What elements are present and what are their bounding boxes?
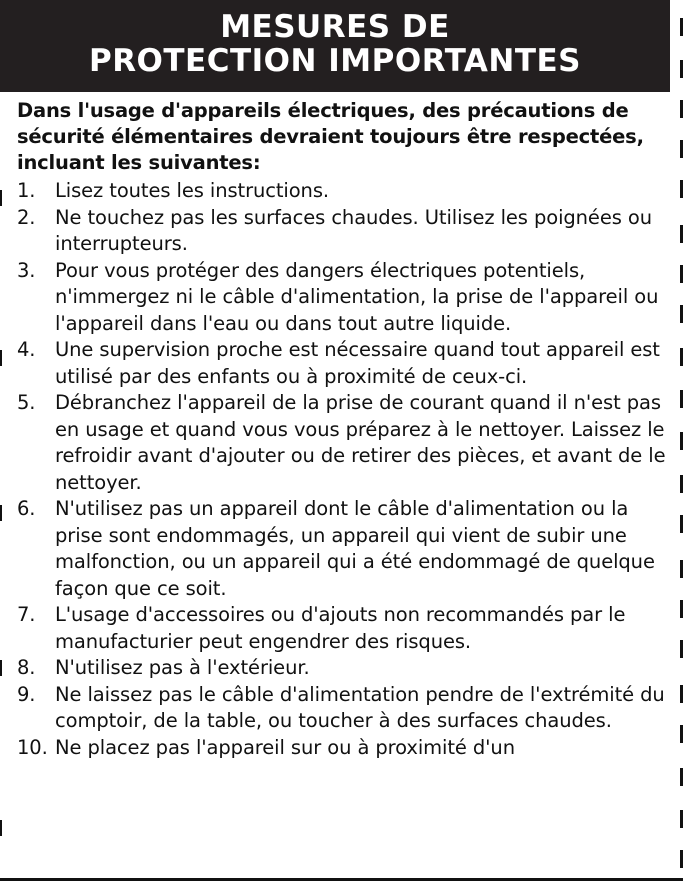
item-number: 8. [17,656,36,679]
item-text: L'usage d'accessoires ou d'ajouts non recommandés par le manufacturier peut engendrer des risques. [55,603,626,653]
right-margin-marks [677,0,683,881]
item-text: Ne laissez pas le câble d'alimentation pendre de l'extrémité du comptoir, de la table, ou toucher à des surfaces chaudes. [55,682,665,732]
list-item [17,735,667,762]
item-number: 7. [17,603,36,626]
list-item [17,337,667,390]
list-item [17,682,667,735]
header-title-line-1: MESURES DE [220,9,450,45]
item-number: 6. [17,497,36,520]
item-number: 10. [17,735,48,759]
left-margin-marks [0,0,4,881]
item-text: Ne placez pas l'appareil sur ou à proximité d'un [55,735,515,759]
list-item [17,655,667,682]
list-item [17,205,667,258]
list-item [17,258,667,338]
item-text: Pour vous protéger des dangers électriques potentiels, n'immergez ni le câble d'alimentation, la prise de l'appareil ou l'appareil dans l'eau ou dans tout autre liquide. [55,258,659,335]
list-item [17,496,667,602]
item-number: 5. [17,391,36,414]
item-text: Lisez toutes les instructions. [55,179,329,202]
item-text: Débranchez l'appareil de la prise de courant quand il n'est pas en usage et quand vous vous préparez à le nettoyer. Laissez le refroidir avant d'ajouter ou de retirer des pièces, et avant de le nettoyer. [55,391,666,494]
item-number: 2. [17,205,36,229]
item-text: Une supervision proche est nécessaire quand tout appareil est utilisé par des enfants ou à proximité de ceux-ci. [55,338,660,388]
safety-instructions [17,98,667,761]
item-number: 9. [17,682,36,706]
item-number: 3. [17,258,36,282]
item-text: N'utilisez pas un appareil dont le câble d'alimentation ou la prise sont endommagés, un appareil qui vient de subir une malfonction, ou un appareil qui a été endommagé de quelque façon que ce soit. [55,497,655,600]
list-item [17,390,667,496]
item-number: 1. [17,179,36,202]
item-text: Ne touchez pas les surfaces chaudes. Utilisez les poignées ou interrupteurs. [55,205,652,255]
list-item [17,602,667,655]
item-text: N'utilisez pas à l'extérieur. [55,656,310,679]
header-title-line-2: PROTECTION IMPORTANTES [88,43,582,79]
intro-paragraph: Dans l'usage d'appareils électriques, des précautions de sécurité élémentaires devraient toujours être respectées, incluant les suivantes: [17,99,644,174]
instruction-list [17,178,667,761]
item-number: 4. [17,338,36,361]
list-item [17,178,667,205]
page-header [0,0,670,92]
